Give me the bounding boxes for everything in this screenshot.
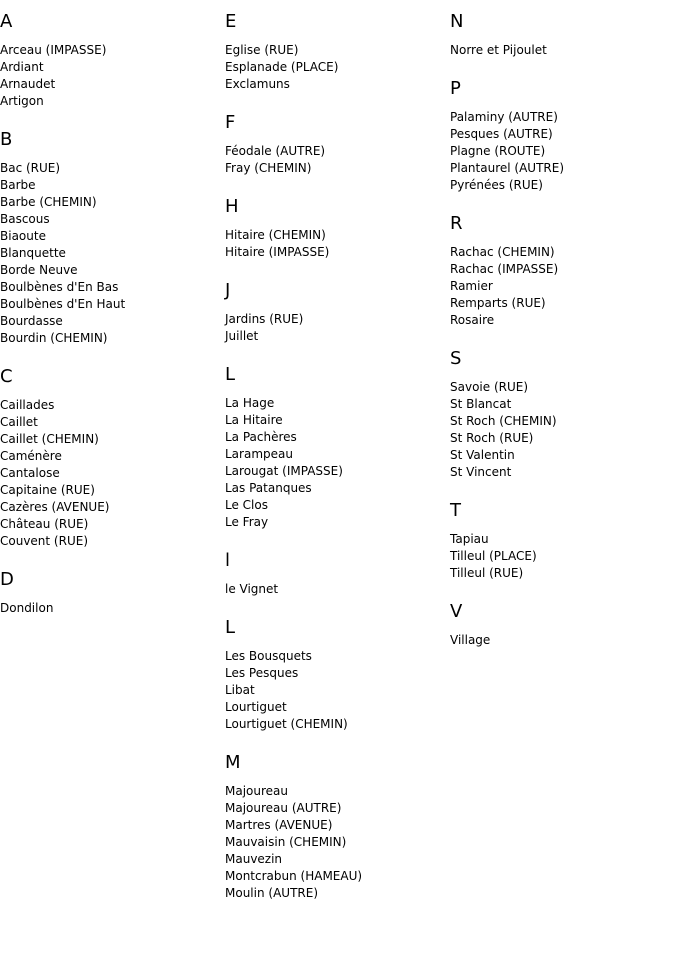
letter-heading: D (0, 569, 14, 590)
street-link[interactable]: St Roch (CHEMIN) (450, 414, 557, 428)
street-link[interactable]: Pesques (AUTRE) (450, 127, 553, 141)
street-list (225, 648, 445, 733)
street-link[interactable]: Libat (225, 683, 255, 697)
letter-group (450, 600, 670, 649)
street-link[interactable]: Village (450, 633, 491, 647)
street-link[interactable]: Plantaurel (AUTRE) (450, 161, 564, 175)
street-index-column-3 (450, 10, 670, 667)
letter-heading: M (225, 752, 241, 773)
street-link[interactable]: Martres (AVENUE) (225, 818, 333, 832)
street-link[interactable]: Les Bousquets (225, 649, 312, 663)
street-list (450, 109, 670, 194)
street-link[interactable]: St Roch (RUE) (450, 431, 534, 445)
street-link[interactable]: Cantalose (0, 466, 60, 480)
letter-group (0, 128, 220, 347)
street-link[interactable]: Dondilon (0, 601, 54, 615)
letter-group (450, 10, 670, 59)
letter-group (450, 212, 670, 329)
street-list (0, 600, 220, 617)
street-link[interactable]: Capitaine (RUE) (0, 483, 95, 497)
street-link[interactable]: St Vincent (450, 465, 512, 479)
street-link[interactable]: Blanquette (0, 246, 66, 260)
street-list (225, 581, 445, 598)
letter-heading: A (0, 11, 13, 32)
street-link[interactable]: Le Clos (225, 498, 268, 512)
street-link[interactable]: Le Fray (225, 515, 269, 529)
letter-heading: L (225, 617, 236, 638)
letter-group (450, 347, 670, 481)
letter-group (225, 751, 445, 902)
street-link[interactable]: La Hitaire (225, 413, 283, 427)
letter-heading: F (225, 112, 236, 133)
letter-heading: V (450, 601, 463, 622)
letter-heading: J (225, 280, 231, 301)
street-list (450, 531, 670, 582)
street-link[interactable]: Eglise (RUE) (225, 43, 299, 57)
street-link[interactable]: Jardins (RUE) (225, 312, 304, 326)
street-link[interactable]: Pyrénées (RUE) (450, 178, 543, 192)
street-link[interactable]: Ardiant (0, 60, 44, 74)
street-link[interactable]: Majoureau (225, 784, 288, 798)
letter-group (225, 279, 445, 345)
street-link[interactable]: Exclamuns (225, 77, 290, 91)
letter-group (225, 195, 445, 261)
street-link[interactable]: Barbe (0, 178, 36, 192)
street-list (225, 227, 445, 261)
street-link[interactable]: Cazères (AVENUE) (0, 500, 110, 514)
street-list (450, 244, 670, 329)
street-link[interactable]: Savoie (RUE) (450, 380, 529, 394)
letter-group (225, 363, 445, 531)
street-link[interactable]: Moulin (AUTRE) (225, 886, 318, 900)
street-link[interactable]: Fray (CHEMIN) (225, 161, 312, 175)
street-link[interactable]: le Vignet (225, 582, 279, 596)
letter-group (225, 616, 445, 733)
street-index-column-1 (0, 10, 220, 635)
street-link[interactable]: Tilleul (RUE) (450, 566, 524, 580)
street-link[interactable]: Caillet (CHEMIN) (0, 432, 99, 446)
letter-group (225, 111, 445, 177)
street-link[interactable]: Artigon (0, 94, 44, 108)
street-link[interactable]: Bourdasse (0, 314, 63, 328)
street-link[interactable]: Remparts (RUE) (450, 296, 546, 310)
street-link[interactable]: Tapiau (450, 532, 489, 546)
street-link[interactable]: Rosaire (450, 313, 495, 327)
street-link[interactable]: Couvent (RUE) (0, 534, 89, 548)
street-link[interactable]: Caillet (0, 415, 38, 429)
letter-heading: l (225, 550, 231, 571)
street-link[interactable]: Caillades (0, 398, 55, 412)
street-link[interactable]: Bac (RUE) (0, 161, 61, 175)
street-link[interactable]: Majoureau (AUTRE) (225, 801, 342, 815)
street-link[interactable]: La Hage (225, 396, 275, 410)
letter-heading: L (225, 364, 236, 385)
street-link[interactable]: Les Pesques (225, 666, 299, 680)
street-list (225, 143, 445, 177)
street-link[interactable]: Bascous (0, 212, 50, 226)
street-link[interactable]: Larougat (IMPASSE) (225, 464, 343, 478)
letter-heading: B (0, 129, 13, 150)
letter-heading: R (450, 213, 463, 234)
street-link[interactable]: Barbe (CHEMIN) (0, 195, 97, 209)
street-link[interactable]: Juillet (225, 329, 259, 343)
street-link[interactable]: Ramier (450, 279, 493, 293)
letter-group (225, 10, 445, 93)
street-link[interactable]: Las Patanques (225, 481, 312, 495)
street-link[interactable]: St Valentin (450, 448, 515, 462)
street-link[interactable]: Arceau (IMPASSE) (0, 43, 107, 57)
letter-heading: H (225, 196, 239, 217)
letter-heading: N (450, 11, 464, 32)
letter-heading: E (225, 11, 237, 32)
street-link[interactable]: Larampeau (225, 447, 293, 461)
street-link[interactable]: Mauvaisin (CHEMIN) (225, 835, 347, 849)
street-link[interactable]: Mauvezin (225, 852, 283, 866)
letter-heading: P (450, 78, 461, 99)
street-list (225, 783, 445, 902)
street-link[interactable]: Rachac (IMPASSE) (450, 262, 559, 276)
street-link[interactable]: Boulbènes d'En Bas (0, 280, 119, 294)
street-link[interactable]: Château (RUE) (0, 517, 89, 531)
street-link[interactable]: Arnaudet (0, 77, 56, 91)
street-link[interactable]: Rachac (CHEMIN) (450, 245, 555, 259)
street-link[interactable]: Palaminy (AUTRE) (450, 110, 558, 124)
street-list (225, 395, 445, 531)
street-link[interactable]: Hitaire (IMPASSE) (225, 245, 330, 259)
street-link[interactable]: Boulbènes d'En Haut (0, 297, 126, 311)
street-list (450, 632, 670, 649)
street-link[interactable]: La Pachères (225, 430, 297, 444)
letter-group (450, 499, 670, 582)
letter-group (225, 549, 445, 598)
street-link[interactable]: Féodale (AUTRE) (225, 144, 326, 158)
letter-heading: T (450, 500, 461, 521)
letter-group (0, 568, 220, 617)
street-link[interactable]: Bourdin (CHEMIN) (0, 331, 108, 345)
street-link[interactable]: St Blancat (450, 397, 512, 411)
street-link[interactable]: Borde Neuve (0, 263, 78, 277)
letter-group (450, 77, 670, 194)
street-list (225, 311, 445, 345)
street-list (225, 42, 445, 93)
street-list (450, 379, 670, 481)
street-list (450, 42, 670, 59)
street-link[interactable]: Montcrabun (HAMEAU) (225, 869, 363, 883)
street-link[interactable]: Caménère (0, 449, 62, 463)
street-link[interactable]: Tilleul (PLACE) (450, 549, 537, 563)
street-link[interactable]: Lourtiguet (CHEMIN) (225, 717, 348, 731)
street-link[interactable]: Norre et Pijoulet (450, 43, 547, 57)
street-link[interactable]: Lourtiguet (225, 700, 287, 714)
street-list (0, 397, 220, 550)
street-link[interactable]: Hitaire (CHEMIN) (225, 228, 326, 242)
letter-group (0, 365, 220, 550)
letter-group (0, 10, 220, 110)
street-index-column-2 (225, 10, 445, 920)
street-link[interactable]: Plagne (ROUTE) (450, 144, 546, 158)
street-link[interactable]: Biaoute (0, 229, 46, 243)
street-list (0, 160, 220, 347)
letter-heading: S (450, 348, 462, 369)
street-list (0, 42, 220, 110)
street-link[interactable]: Esplanade (PLACE) (225, 60, 339, 74)
letter-heading: C (0, 366, 13, 387)
